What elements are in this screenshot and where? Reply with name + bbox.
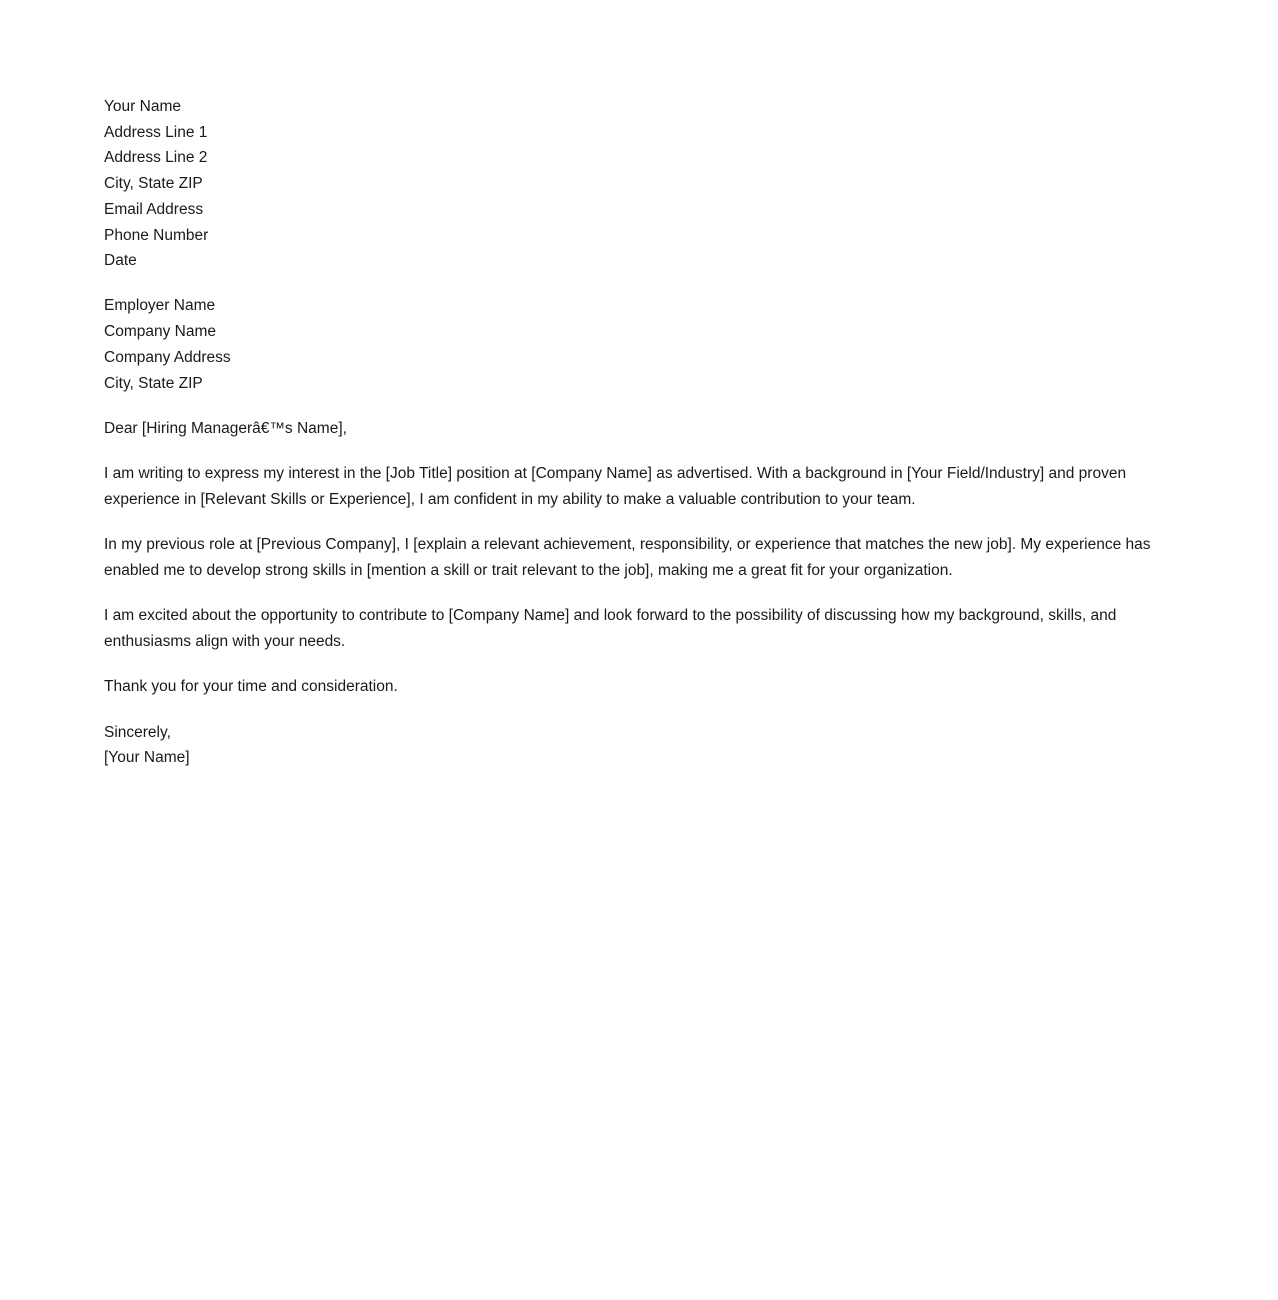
sender-address-block (104, 94, 1176, 274)
body-paragraph-4: Thank you for your time and consideration. (104, 678, 398, 696)
letter-date: Date (104, 252, 137, 270)
closing-block (104, 720, 1176, 771)
recipient-employer-name: Employer Name (104, 297, 216, 315)
valediction: Sincerely, (104, 723, 171, 741)
recipient-city-state-zip: City, State ZIP (104, 374, 203, 392)
sender-email: Email Address (104, 200, 204, 218)
body-paragraph-2: In my previous role at [Previous Company], I [explain a relevant achievement, responsibility, or experience that matches the new job]. My experience has enabled me to develop strong skills in [mention a skill or trait relevant to the job], making me a great fit for your organization. (104, 536, 1151, 579)
recipient-address-block (104, 293, 1176, 396)
body-paragraph-1: I am writing to express my interest in the [Job Title] position at [Company Name] as advertised. With a background in [Your Field/Industry] and proven experience in [Relevant Skills or Experience], I am confident in my ability to make a valuable contribution to your team. (104, 464, 1127, 508)
signature-name: [Your Name] (104, 749, 190, 767)
recipient-company-address: Company Address (104, 348, 231, 366)
sender-name: Your Name (104, 98, 181, 115)
sender-phone: Phone Number (104, 226, 209, 244)
sender-city-state-zip: City, State ZIP (104, 175, 203, 193)
sender-address-line-2: Address Line 2 (104, 149, 208, 167)
recipient-company-name: Company Name (104, 323, 216, 341)
body-paragraph-3: I am excited about the opportunity to contribute to [Company Name] and look forward to the possibility of discussing how my background, skills, and enthusiasms align with your needs. (104, 607, 1117, 650)
sender-address-line-1: Address Line 1 (104, 123, 208, 141)
salutation: Dear [Hiring Managerâ€™s Name], (104, 419, 347, 437)
cover-letter-body (104, 94, 1176, 771)
